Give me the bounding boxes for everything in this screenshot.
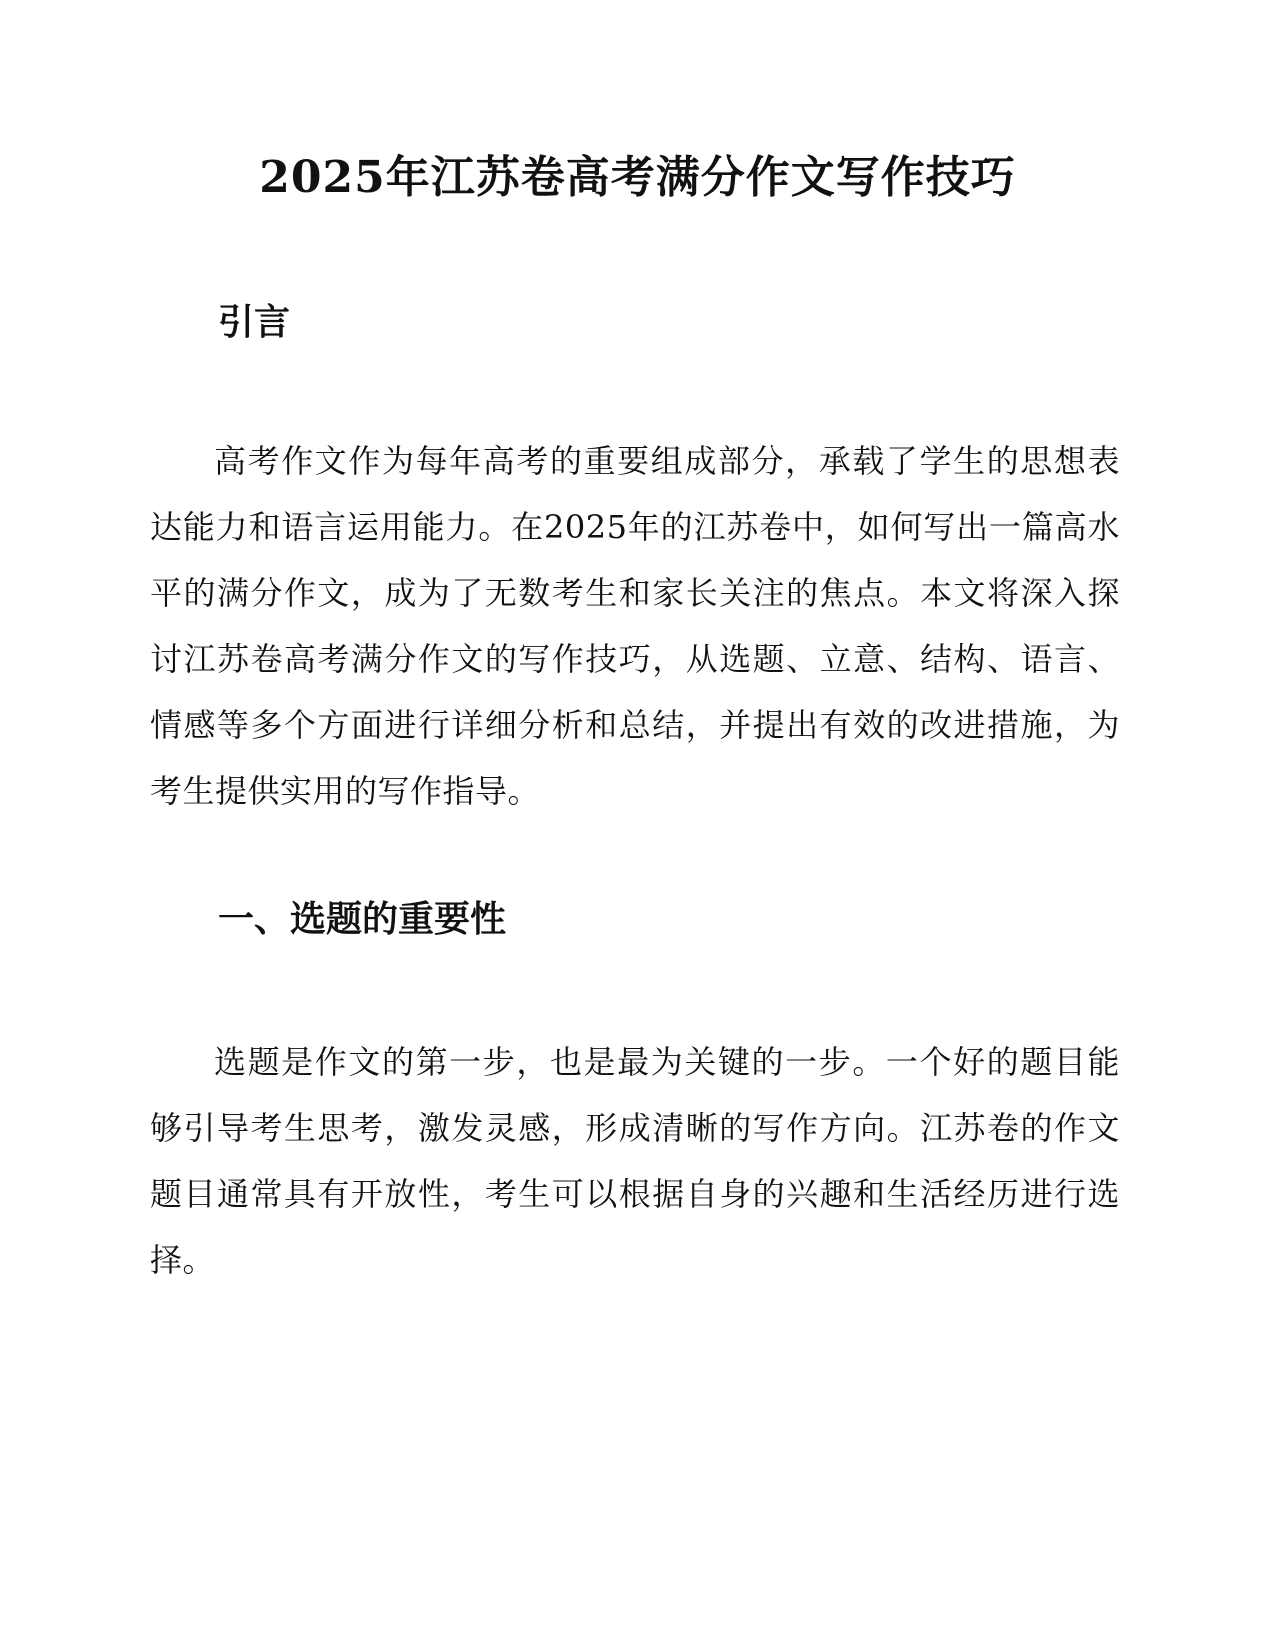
topic-selection-paragraph: 选题是作文的第一步，也是最为关键的一步。一个好的题目能够引导考生思考，激发灵感，形成清晰的写作方向。江苏卷的作文题目通常具有开放性，考生可以根据自身的兴趣和生活经历进行选择。 (150, 1043, 1120, 1279)
section-heading-topic-selection: 一、选题的重要性 (218, 899, 507, 940)
introduction-paragraph: 高考作文作为每年高考的重要组成部分，承载了学生的思想表达能力和语言运用能力。在2025年的江苏卷中，如何写出一篇高水平的满分作文，成为了无数考生和家长关注的焦点。本文将深入探讨江苏卷高考满分作文的写作技巧，从选题、立意、结构、语言、情感等多个方面进行详细分析和总结，并提出有效的改进措施，为考生提供实用的写作指导。 (150, 442, 1120, 810)
document-title: 2025年江苏卷高考满分作文写作技巧 (259, 152, 1016, 203)
section-heading-introduction: 引言 (218, 302, 291, 343)
